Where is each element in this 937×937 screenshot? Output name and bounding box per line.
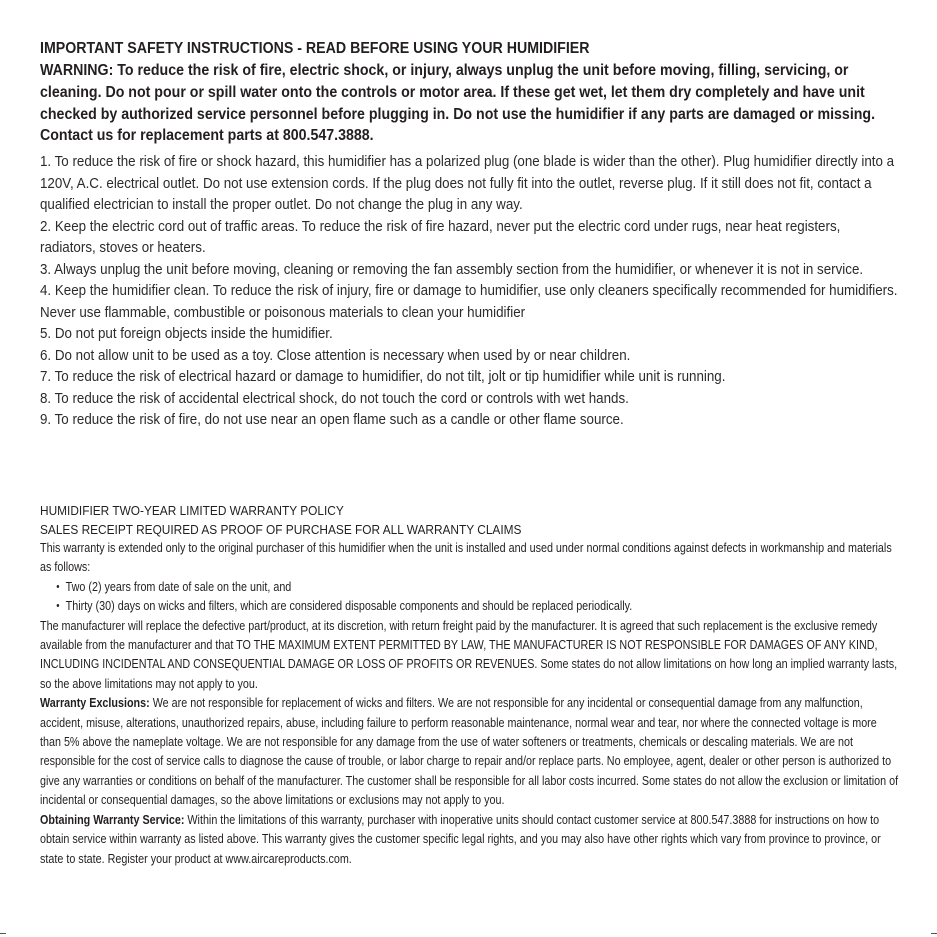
service-label: Obtaining Warranty Service: <box>40 812 185 827</box>
instruction-item: 2. Keep the electric cord out of traffic areas. To reduce the risk of fire hazard, never put the electric cord under rugs, near heat registers, radiators, stoves or heaters. <box>40 217 841 257</box>
safety-instructions-heading: IMPORTANT SAFETY INSTRUCTIONS - READ BEFORE USING YOUR HUMIDIFIER <box>40 40 590 57</box>
warranty-exclusions <box>40 694 899 810</box>
safety-section <box>40 38 900 431</box>
warranty-service <box>40 811 899 869</box>
warranty-title: HUMIDIFIER TWO-YEAR LIMITED WARRANTY POLICY <box>40 503 344 518</box>
coverage-item: • Two (2) years from date of sale on the unit, and <box>66 578 900 597</box>
warning-paragraph: WARNING: To reduce the risk of fire, electric shock, or injury, always unplug the unit before moving, filling, servicing, or cleaning. Do not pour or spill water onto the controls or motor area. If these get wet, let them dry completely and have unit checked by authorized service personnel before plugging in. Do not use the humidifier if any parts are damaged or missing. Contact us for replacement parts at 800.547.3888. <box>40 62 876 145</box>
instruction-item: 6. Do not allow unit to be used as a toy. Close attention is necessary when used by or near children. <box>40 346 631 364</box>
instruction-item: 3. Always unplug the unit before moving, cleaning or removing the fan assembly section from the humidifier, or whenever it is not in service. <box>40 260 864 278</box>
instruction-item: 8. To reduce the risk of accidental electrical shock, do not touch the cord or controls with wet hands. <box>40 389 629 407</box>
warranty-subtitle: SALES RECEIPT REQUIRED AS PROOF OF PURCHASE FOR ALL WARRANTY CLAIMS <box>40 522 522 537</box>
warranty-text <box>40 539 899 869</box>
instruction-list <box>40 151 898 431</box>
instruction-item: 4. Keep the humidifier clean. To reduce the risk of injury, fire or damage to humidifier, use only cleaners specifically recommended for humidifiers. Never use flammable, combustible or poisonous materials to clean your humidifier <box>40 282 898 321</box>
instruction-item: 1. To reduce the risk of fire or shock hazard, this humidifier has a polarized plug (one blade is wider than the other). Plug humidifier directly into a 120V, A.C. electrical outlet. Do not use extension cords. If the plug does not fully fit into the outlet, reverse plug. If it still does not fit, contact a qualified electrician to install the proper outlet. Do not change the plug in any way. <box>40 153 895 214</box>
crop-mark <box>0 933 6 934</box>
exclusions-text: We are not responsible for replacement of wicks and filters. We are not responsible for any incidental or consequential damage from any malfunction, accident, misuse, alterations, unauthorized repairs, abuse, including failure to perform reasonable maintenance, normal wear and tear, nor where the connected voltage is more than 5% above the nameplate voltage. We are not responsible for any damage from the use of water softeners or treatments, chemicals or descaling materials. We are not responsible for the cost of service calls to diagnose the cause of trouble, or labor charge to repair and/or replace parts. No employee, agent, dealer or other person is authorized to give any warranties or conditions on behalf of the manufacturer. The customer shall be responsible for all labor costs incurred. Some states do not allow the exclusion or limitation of incidental or consequential damages, so the above limitations or exclusions may not apply to you. <box>40 696 899 808</box>
page-crop-marks <box>0 929 937 937</box>
service-text: Within the limitations of this warranty, purchaser with inoperative units should contact customer service at 800.547.3888 for instructions on how to obtain service within warranty as listed above. This warranty gives the customer specific legal rights, and you may also have other rights which vary from province to province, or state to state. Register your product at www.aircareproducts.com. <box>40 812 881 866</box>
coverage-item: • Thirty (30) days on wicks and filters, which are considered disposable components and should be replaced periodically. <box>66 597 900 616</box>
warranty-section <box>40 501 900 869</box>
crop-mark <box>931 933 937 934</box>
instruction-item: 5. Do not put foreign objects inside the humidifier. <box>40 325 333 343</box>
instruction-item: 9. To reduce the risk of fire, do not use near an open flame such as a candle or other flame source. <box>40 411 624 429</box>
warranty-body: The manufacturer will replace the defective part/product, at its discretion, with return freight paid by the manufacturer. It is agreed that such replacement is the exclusive remedy available from the manufacturer and that TO THE MAXIMUM EXTENT PERMITTED BY LAW, THE MANUFACTURER IS NOT RESPONSIBLE FOR DAMAGES OF ANY KIND, INCLUDING INCIDENTAL AND CONSEQUENTIAL DAMAGE OR LOSS OF PROFITS OR REVENUES. Some states do not allow limitations on how long an implied warranty lasts, so the above limitations may not apply to you. <box>40 618 898 691</box>
warranty-coverage-list <box>40 578 899 617</box>
warranty-intro: This warranty is extended only to the original purchaser of this humidifier when the unit is installed and used under normal conditions against defects in workmanship and materials as follows: <box>40 541 892 575</box>
exclusions-label: Warranty Exclusions: <box>40 696 150 711</box>
instruction-item: 7. To reduce the risk of electrical hazard or damage to humidifier, do not tilt, jolt or tip humidifier while unit is running. <box>40 368 726 386</box>
